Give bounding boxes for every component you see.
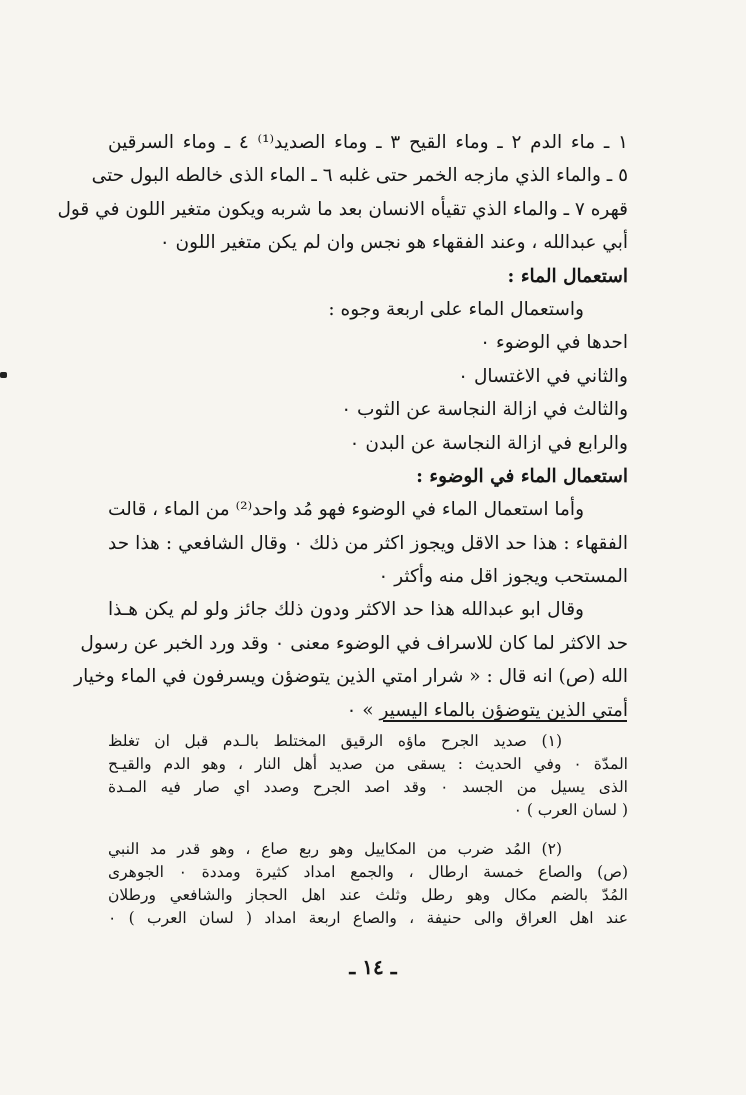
text-line: قهره ٧ ـ والماء الذي تقيأه الانسان بعد ما شربه ويكون متغير اللون في قول [57, 198, 628, 220]
footnote-line: عند اهل العراق والى حنيفة ، والصاع اربعة امداد ( لسان العرب ) ٠ [108, 909, 628, 927]
list-item: والثاني في الاغتسال ٠ [458, 365, 628, 387]
footnotes [108, 730, 628, 930]
footnote-line: الذى يسيل من الجسد ٠ وقد اصد الجرح وصدد اي صار فيه المـدة [108, 778, 628, 796]
footnote-separator [383, 720, 627, 722]
section-heading-water-use: استعمال الماء : [507, 265, 628, 287]
section-heading-ablution: استعمال الماء في الوضوء : [416, 465, 628, 487]
footnote-line: المُدّ بالضم مكال وهو رطل وثلث عند اهل الحجاز والشافعي ورطلان [108, 886, 628, 904]
text-line: وأما استعمال الماء في الوضوء فهو مُد واحد⁽²⁾ من الماء ، قالت [108, 499, 585, 521]
list-item: والرابع في ازالة النجاسة عن البدن ٠ [349, 432, 628, 454]
footnote-line: ( لسان العرب ) ٠ [513, 801, 628, 819]
footnote-line: (١) صديد الجرح ماؤه الرقيق المختلط بالـدم قبل ان تغلظ [108, 732, 562, 750]
text-line: ٥ ـ والماء الذي مازجه الخمر حتى غلبه ٦ ـ الماء الذى خالطه البول حتى [91, 165, 628, 187]
text-line: الفقهاء : هذا حد الاقل ويجوز اكثر من ذلك ٠ وقال الشافعي : هذا حد [108, 532, 628, 554]
scan-edge-mark [0, 372, 7, 378]
list-item: والثالث في ازالة النجاسة عن الثوب ٠ [341, 399, 628, 421]
main-text [57, 126, 628, 727]
text-line: الله (ص) انه قال : « شرار امتي الذين يتوضؤن ويسرفون في الماء وخيار [74, 666, 628, 688]
list-item: احدها في الوضوء ٠ [480, 332, 628, 354]
text-line: واستعمال الماء على اربعة وجوه : [328, 298, 584, 320]
text-line: وقال ابو عبدالله هذا حد الاكثر ودون ذلك جائز ولو لم يكن هـذا [108, 599, 584, 621]
page-number: ـ ١٤ ـ [349, 955, 397, 979]
footnote-line: (ص) والصاع خمسة ارطال ، والجمع امداد كثيرة ومددة ٠ الجوهرى [108, 863, 629, 881]
footnote-line: (٢) المُد ضرب من المكاييل وهو ربع صاع ، وهو قدر مد النبي [108, 840, 562, 858]
footnote-line: المدّة ٠ وفي الحديث : يسقى من صديد أهل النار ، وهو الدم والقيـح [108, 755, 628, 773]
text-line: ١ ـ ماء الدم ٢ ـ وماء القيح ٣ ـ وماء الصديد⁽¹⁾ ٤ ـ وماء السرقين [108, 132, 628, 153]
text-line: المستحب ويجوز اقل منه وأكثر ٠ [378, 566, 628, 588]
text-line: أبي عبدالله ، وعند الفقهاء هو نجس وان لم يكن متغير اللون ٠ [159, 232, 628, 254]
text-line: حد الاكثر لما كان للاسراف في الوضوء معنى ٠ وقد ورد الخبر عن رسول [80, 632, 628, 654]
text-line: أمتي الذين يتوضؤن بالماء اليسير » ٠ [346, 699, 628, 721]
